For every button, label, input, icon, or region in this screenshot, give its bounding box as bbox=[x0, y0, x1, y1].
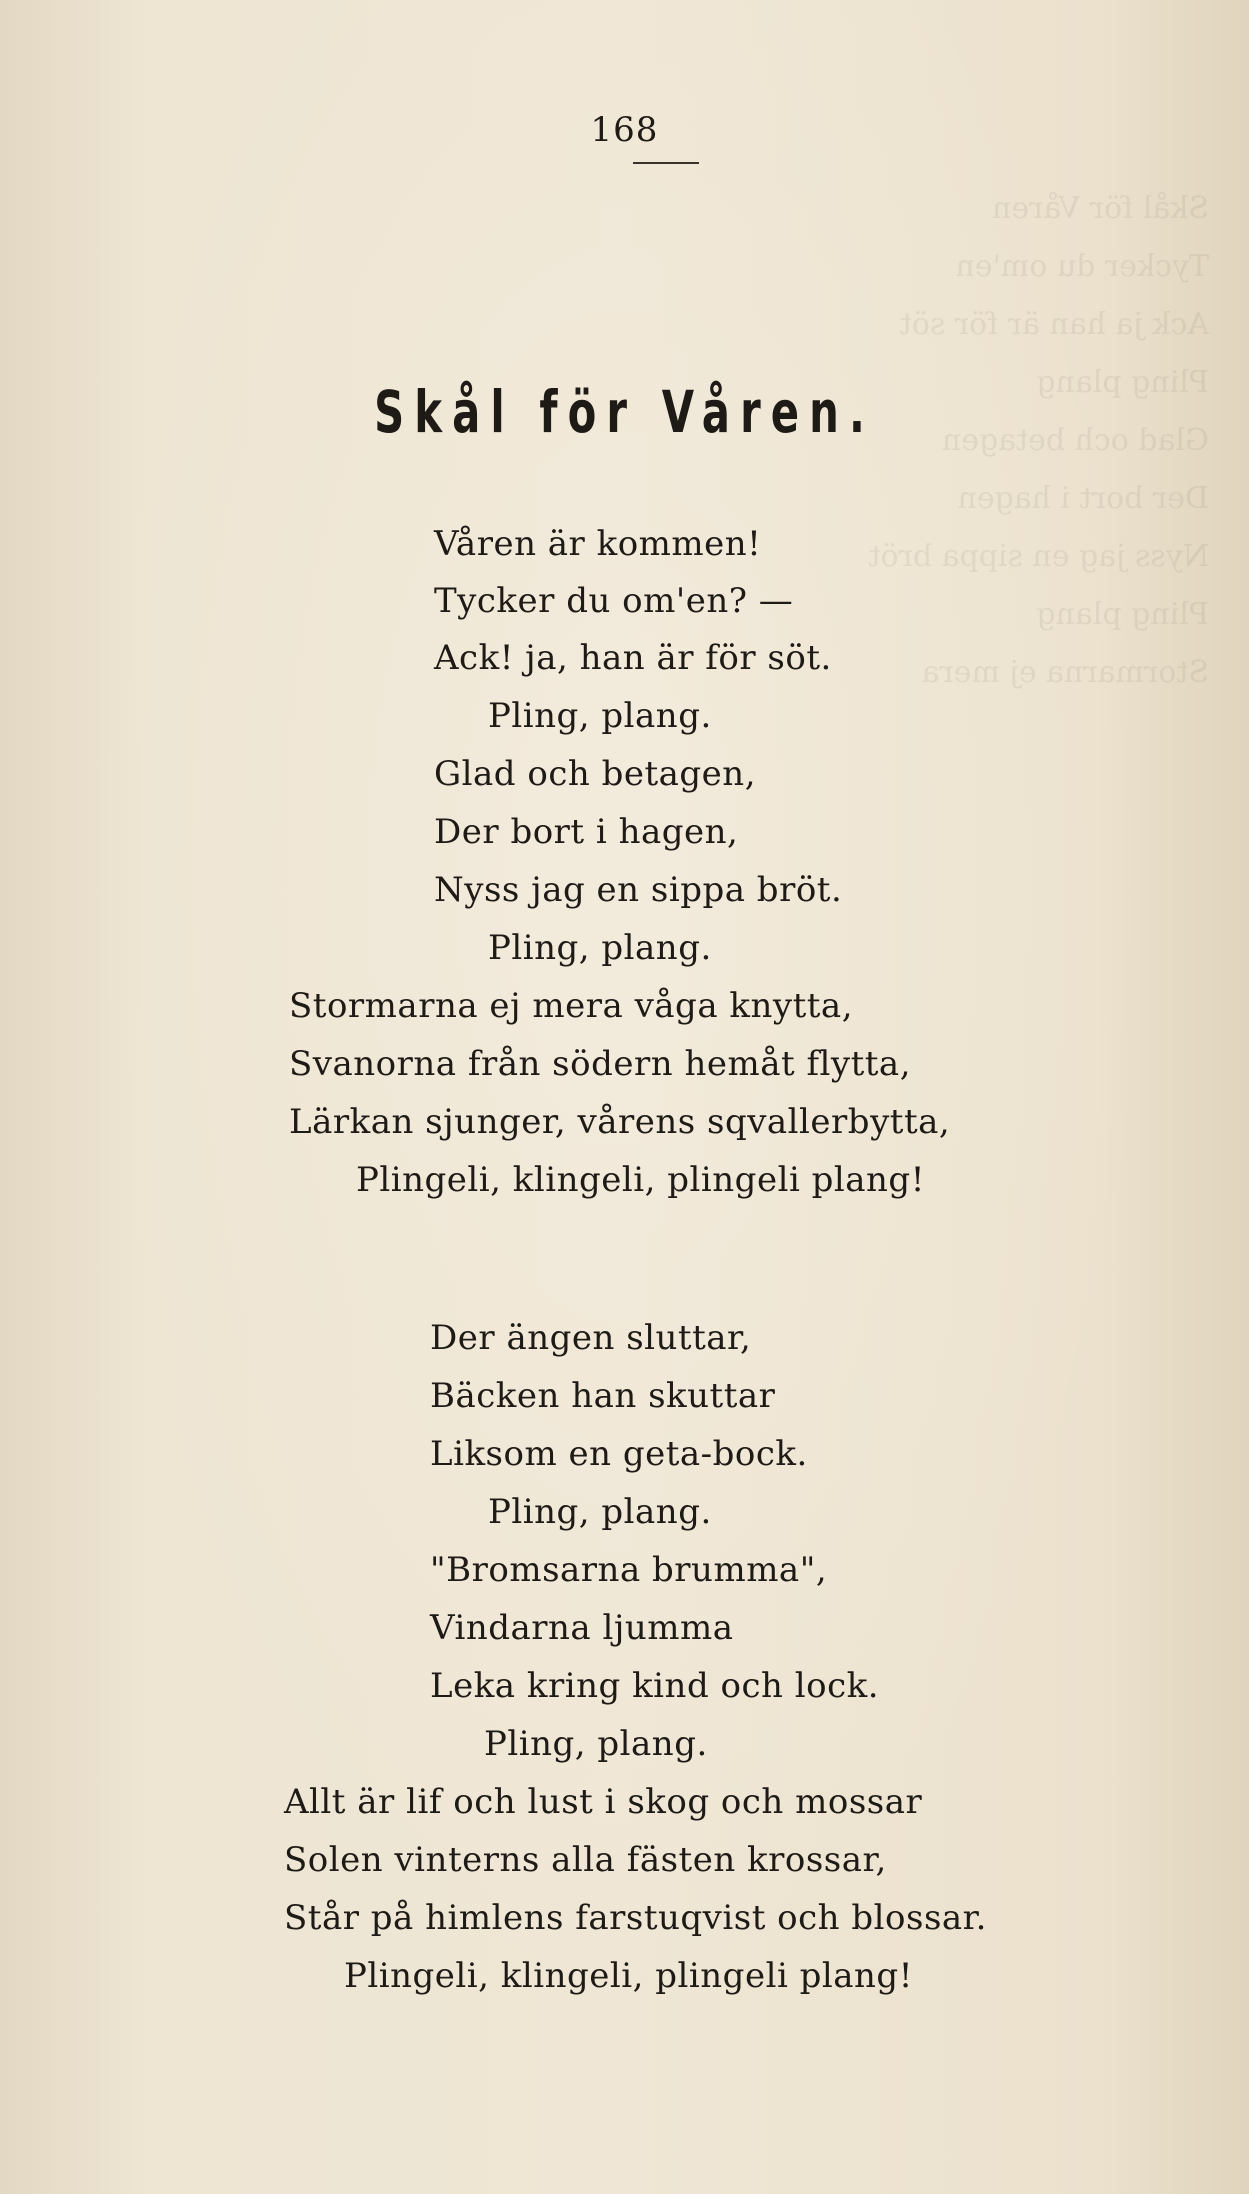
poem-line: Pling, plang. bbox=[488, 1492, 712, 1532]
poem-line: Står på himlens farstuqvist och blossar. bbox=[284, 1898, 987, 1938]
poem-title: Skål för Våren. bbox=[374, 378, 875, 446]
poem-line: Der bort i hagen, bbox=[434, 812, 739, 852]
poem-line: Våren är kommen! bbox=[434, 524, 762, 564]
poem-line: Solen vinterns alla fästen krossar, bbox=[284, 1840, 887, 1880]
poem-line: Glad och betagen, bbox=[434, 754, 757, 794]
poem-line: Bäcken han skuttar bbox=[430, 1376, 776, 1416]
poem-line: Pling, plang. bbox=[488, 928, 712, 968]
poem-line: Nyss jag en sippa bröt. bbox=[434, 870, 843, 910]
poem-line: Pling, plang. bbox=[488, 696, 712, 736]
poem-line: Liksom en geta-bock. bbox=[430, 1434, 808, 1474]
poem-line: Plingeli, klingeli, plingeli plang! bbox=[356, 1160, 925, 1200]
poem-line: Tycker du om'en? — bbox=[434, 581, 794, 621]
poem-line: Der ängen sluttar, bbox=[430, 1318, 752, 1358]
page-number: 168 bbox=[590, 110, 659, 150]
poem-line: Vindarna ljumma bbox=[430, 1608, 734, 1648]
show-through-bleed: Skål för Våren Tycker du om'en Ack ja han är för söt Pling plang Glad och betagen Der bort i hagen Nyss jag en sippa bröt Pling plang Stormarna ej mera bbox=[868, 191, 1209, 690]
poem-line: "Bromsarna brumma", bbox=[430, 1550, 828, 1590]
page-number-rule bbox=[633, 162, 699, 164]
poem-line: Svanorna från södern hemåt flytta, bbox=[289, 1044, 912, 1084]
poem-line: Allt är lif och lust i skog och mossar bbox=[284, 1782, 923, 1822]
poem-line: Ack! ja, han är för söt. bbox=[434, 638, 832, 678]
poem-line: Pling, plang. bbox=[484, 1724, 708, 1764]
poem-line: Plingeli, klingeli, plingeli plang! bbox=[344, 1956, 913, 1996]
poem-line: Lärkan sjunger, vårens sqvallerbytta, bbox=[289, 1102, 951, 1142]
poem-line: Leka kring kind och lock. bbox=[430, 1666, 880, 1706]
poem-line: Stormarna ej mera våga knytta, bbox=[289, 986, 854, 1026]
